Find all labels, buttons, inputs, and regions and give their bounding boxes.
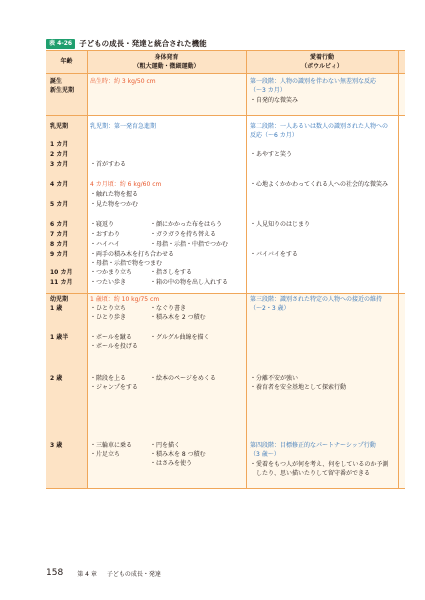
attach-stage3-item2: ・養育者を安全基地として探索行動 <box>250 384 347 391</box>
age-neonatal: 新生児期 <box>50 87 75 94</box>
phys-m10a: ・つかまり立ち <box>90 269 133 276</box>
phys-y2a: ・階段を上る <box>90 375 127 382</box>
phys-y15c: ・ボールを投げる <box>90 343 138 350</box>
row-divider-infant <box>46 115 405 116</box>
phys-m11a: ・つたい歩き <box>90 279 127 286</box>
table-number-tag: 表 4-26 <box>46 39 75 49</box>
age-1m: 1 カ月 <box>50 141 69 148</box>
table-title: 子どもの成長・発達と統合された機能 <box>79 39 207 48</box>
phys-y3b: ・円を描く <box>150 442 181 449</box>
attach-stage2-item3: ・人見知りのはじまり <box>250 221 311 228</box>
age-4m: 4 カ月 <box>50 181 69 188</box>
attach-stage1-item: ・自発的な微笑み <box>250 97 299 104</box>
phys-y1c: ・ひとり歩き <box>90 314 127 321</box>
age-11m: 11 カ月 <box>50 279 73 286</box>
age-1-5y: 1 歳半 <box>50 334 69 341</box>
phys-y1b: ・なぐり書き <box>150 305 187 312</box>
age-10m: 10 カ月 <box>50 269 73 276</box>
age-birth: 誕生 <box>50 78 63 85</box>
phys-m9b: ・母指・示指で物をつまむ <box>90 260 163 267</box>
attach-stage4: 第四段階：目標修正的なパートナーシップ行動 <box>250 442 376 449</box>
phys-m11b: ・箱の中の物を出し入れする <box>150 279 229 286</box>
phys-m10b: ・指さしをする <box>150 269 193 276</box>
age-6m: 6 カ月 <box>50 221 69 228</box>
phys-m6a: ・寝返り <box>90 221 115 228</box>
page-number: 158 <box>46 568 64 578</box>
age-3m: 3 カ月 <box>50 161 69 168</box>
phys-birth: 出生時：約 3 kg/50 cm <box>90 78 156 85</box>
development-table <box>46 50 405 489</box>
attach-stage2-item4: ・バイバイをする <box>250 251 298 258</box>
attach-stage4-item1: ・愛着をもつ人が何を考え、何をしているのか予測 <box>250 461 389 468</box>
age-3y: 3 歳 <box>50 442 63 449</box>
phys-m8b: ・母指・示指・中指でつかむ <box>150 241 229 248</box>
phys-y1a: ・ひとり立ち <box>90 305 127 312</box>
table-title-row <box>46 38 207 49</box>
attach-stage3: 第三段階：識別された特定の人物への接近の維持 <box>250 296 383 303</box>
attach-stage3-item1: ・分離不安が強い <box>250 375 299 382</box>
age-2m: 2 カ月 <box>50 151 69 158</box>
chapter-title: 子どもの成長・発達 <box>106 570 161 578</box>
attach-stage1-range: （〜3 カ月） <box>250 87 286 94</box>
phys-m4b: ・見た物をつかむ <box>90 201 139 208</box>
phys-y3e: ・はさみを使う <box>150 460 193 467</box>
phys-m3: ・首がすわる <box>90 161 127 168</box>
phys-y3d: ・積み木を 8 つ積む <box>150 451 206 458</box>
phys-m6b: ・顔にかかった布をはらう <box>150 221 223 228</box>
age-8m: 8 カ月 <box>50 241 69 248</box>
attach-stage2-item2: ・心地よくかかわってくれる人への社会的な微笑み <box>250 181 388 188</box>
phys-y2c: ・ジャンプをする <box>90 384 138 391</box>
attach-stage1: 第一段階：人物の識別を伴わない無差別な反応 <box>250 78 377 85</box>
phys-y15b: ・グルグル曲線を描く <box>150 334 210 341</box>
header-attachment: 愛着行動 （ボウルビィ） <box>301 54 343 70</box>
phys-m9a: ・両手の積み木を打ち合わせる <box>90 251 175 258</box>
phys-m7a: ・おすわり <box>90 231 121 238</box>
col-divider-physical <box>246 51 247 488</box>
row-divider-toddler <box>46 293 405 294</box>
phys-m4a: ・触れた物を握る <box>90 191 139 198</box>
age-9m: 9 カ月 <box>50 251 69 258</box>
col-divider-right <box>398 51 399 488</box>
attach-stage3-range: （〜2・3 歳） <box>250 305 290 312</box>
phys-y15a: ・ボールを蹴る <box>90 334 132 341</box>
header-physical: 身体発育 （粗大運動・微細運動） <box>133 54 200 70</box>
chapter-label: 第 4 章 <box>77 570 97 578</box>
phys-m8a: ・ハイハイ <box>90 241 120 248</box>
age-2y: 2 歳 <box>50 375 63 382</box>
attach-stage2-item1: ・あやすと笑う <box>250 151 293 158</box>
phys-y2b: ・絵本のページをめくる <box>150 375 216 382</box>
phys-m4: 4 カ月頃：約 6 kg/60 cm <box>90 181 162 188</box>
phys-m7b: ・ガラガラを持ち替える <box>150 231 217 238</box>
phys-y3a: ・三輪車に乗る <box>90 442 133 449</box>
attach-stage4-range: （3 歳〜） <box>250 451 280 458</box>
table-header <box>46 51 405 74</box>
attach-stage2: 第二段階：一人あるいは数人の識別された人物への <box>250 123 389 130</box>
age-7m: 7 カ月 <box>50 231 69 238</box>
phys-y3c: ・片足立ち <box>90 451 121 458</box>
age-1y: 1 歳 <box>50 305 63 312</box>
phys-infancy: 乳児期：第一発育急進期 <box>90 123 157 130</box>
age-early-childhood: 幼児期 <box>50 296 69 303</box>
phys-y1d: ・積み木を 2 つ積む <box>150 314 206 321</box>
header-age: 年齢 <box>60 58 73 65</box>
attach-stage4-item2: したり、思い描いたりして留守番ができる <box>250 470 371 477</box>
age-5m: 5 カ月 <box>50 201 69 208</box>
page-footer <box>46 567 161 579</box>
attach-stage2-range: 反応（〜6 カ月） <box>250 132 298 139</box>
phys-y1: 1 歳頃：約 10 kg/75 cm <box>90 296 160 303</box>
col-divider-age <box>87 51 88 488</box>
age-infancy: 乳児期 <box>50 123 69 130</box>
